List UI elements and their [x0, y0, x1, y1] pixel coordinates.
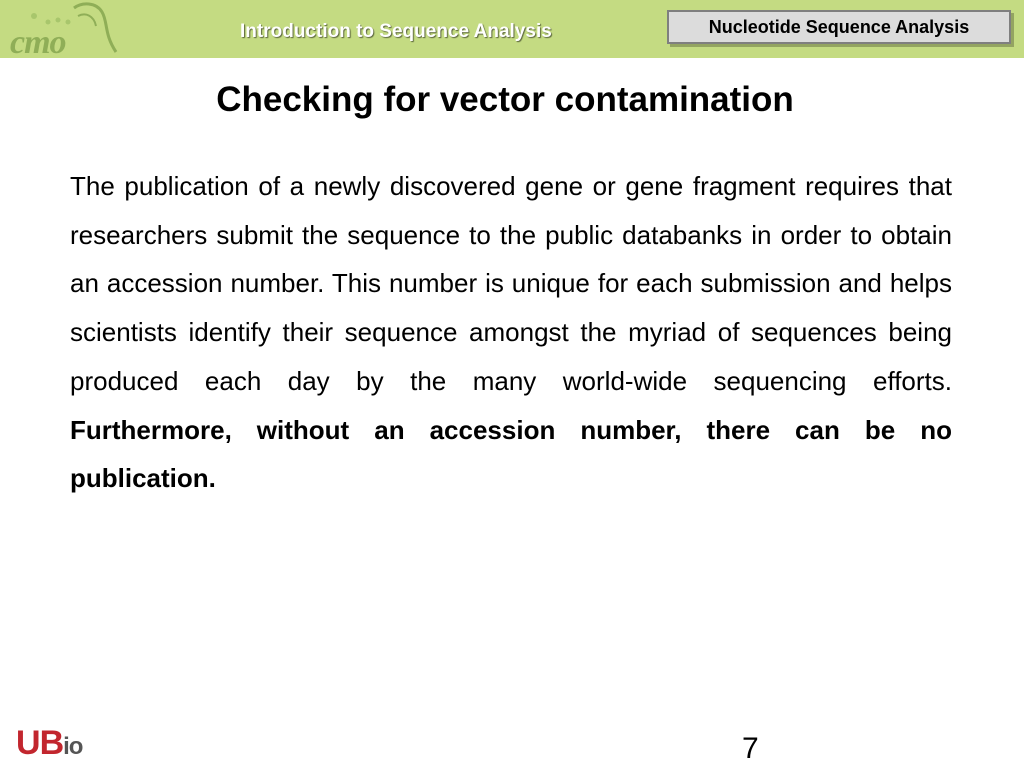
ubio-logo — [16, 724, 82, 764]
body-bold-text: Furthermore, without an accession number, there can be no publication. — [70, 414, 952, 494]
header-title: Introduction to Sequence Analysis — [240, 21, 552, 42]
body-regular-text: The publication of a newly discovered gene or gene fragment requires that researchers submit the sequence to the public databanks in order to obtain an accession number. This number is unique for each submission and helps scientists identify their sequence amongst the myriad of sequences being produced each day by the many world-wide sequencing efforts. — [70, 171, 952, 396]
page-number: 7 — [742, 732, 759, 765]
ubio-logo-io: io — [63, 733, 83, 760]
ubio-logo-b: B — [39, 724, 64, 762]
header-bar — [0, 0, 1024, 61]
slide-title: Checking for vector contamination — [216, 80, 794, 119]
cmo-logo-text: cmo — [10, 24, 66, 61]
cmo-logo — [4, 0, 122, 61]
ubio-logo-u: U — [16, 724, 40, 762]
section-tag-label: Nucleotide Sequence Analysis — [708, 16, 970, 37]
section-tag — [667, 10, 1011, 44]
body-paragraph — [70, 162, 952, 503]
